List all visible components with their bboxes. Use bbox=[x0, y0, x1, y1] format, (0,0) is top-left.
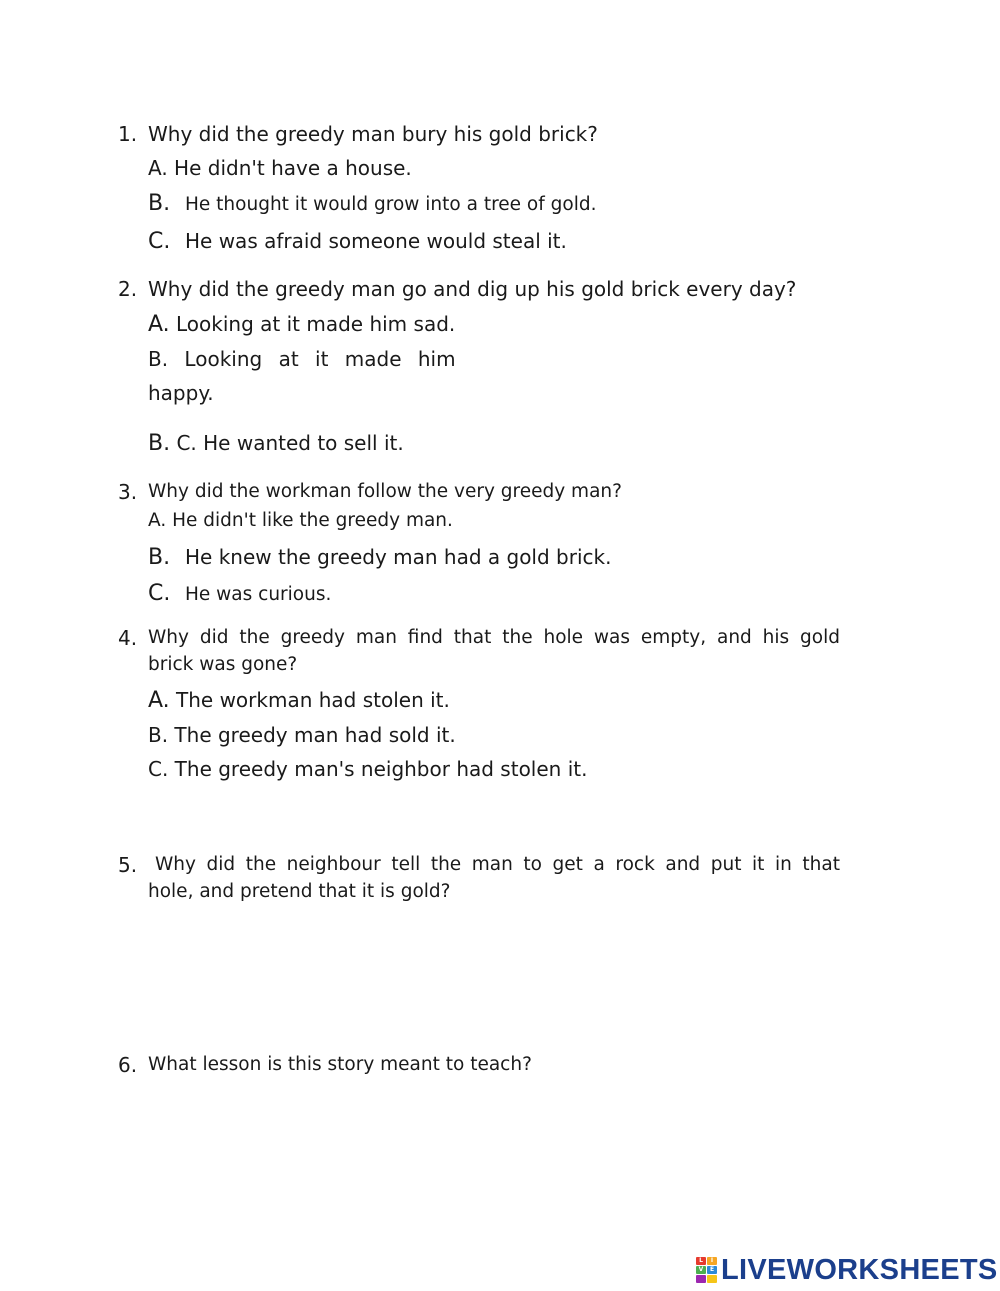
option-letter: B. bbox=[148, 545, 171, 570]
option-letter: A. bbox=[148, 688, 170, 713]
liveworksheets-logo bbox=[696, 1253, 998, 1286]
logo-blocks-icon bbox=[696, 1257, 717, 1283]
option-text: He was curious. bbox=[185, 584, 332, 605]
option-text: The workman had stolen it. bbox=[176, 688, 450, 712]
question-2-option-c[interactable] bbox=[148, 430, 404, 457]
option-text: A. bbox=[148, 156, 168, 180]
logo-text: LIVEWORKSHEETS bbox=[721, 1253, 998, 1286]
question-5-number: 5. bbox=[118, 853, 138, 877]
question-2-number: 2. bbox=[118, 277, 138, 301]
option-letter: C. bbox=[148, 229, 171, 254]
question-4-text-line2: brick was gone? bbox=[148, 654, 298, 675]
logo-block bbox=[707, 1275, 717, 1283]
option-text: Looking at it made him sad. bbox=[176, 312, 456, 336]
question-3-text: Why did the workman follow the very greedy man? bbox=[148, 481, 622, 502]
option-text: B. Looking at it made him bbox=[148, 347, 456, 371]
question-2-option-b[interactable] bbox=[148, 346, 456, 372]
question-1-number: 1. bbox=[118, 122, 138, 146]
question-4-option-c[interactable] bbox=[148, 756, 587, 782]
question-6-text: What lesson is this story meant to teach? bbox=[148, 1054, 532, 1075]
question-3-number: 3. bbox=[118, 480, 138, 504]
question-3-option-c[interactable] bbox=[148, 580, 331, 608]
option-letter: C. bbox=[148, 581, 171, 606]
question-1-option-c[interactable] bbox=[148, 228, 567, 255]
question-2-option-b-continued bbox=[148, 380, 214, 406]
option-text: happy. bbox=[148, 381, 214, 405]
question-4-text-line1: Why did the greedy man find that the hole was empty, and his gold bbox=[148, 627, 840, 648]
question-1-text: Why did the greedy man bury his gold brick? bbox=[148, 122, 598, 146]
option-text: He was afraid someone would steal it. bbox=[185, 229, 567, 253]
option-letter: A. bbox=[148, 312, 170, 337]
logo-block: I bbox=[707, 1257, 717, 1265]
option-text: He thought it would grow into a tree of gold. bbox=[185, 194, 597, 215]
logo-block bbox=[696, 1275, 706, 1283]
question-4-option-a[interactable] bbox=[148, 687, 450, 714]
option-letter: B. bbox=[148, 191, 171, 216]
logo-block: L bbox=[696, 1257, 706, 1265]
question-1-option-a[interactable] bbox=[148, 155, 412, 181]
logo-block: V bbox=[696, 1266, 706, 1274]
question-4-number: 4. bbox=[118, 626, 138, 650]
option-text: He knew the greedy man had a gold brick. bbox=[185, 545, 612, 569]
question-2-text: Why did the greedy man go and dig up his gold brick every day? bbox=[148, 277, 797, 301]
option-text: A. He didn't like the greedy man. bbox=[148, 510, 453, 531]
question-5-text-line2: hole, and pretend that it is gold? bbox=[148, 881, 451, 902]
option-text: C. The greedy man's neighbor had stolen it. bbox=[148, 757, 588, 781]
question-6-number: 6. bbox=[118, 1053, 138, 1077]
option-text: He didn't have a house. bbox=[174, 156, 412, 180]
logo-block: E bbox=[707, 1266, 717, 1274]
question-3-option-b[interactable] bbox=[148, 544, 611, 571]
question-1-option-b[interactable] bbox=[148, 190, 596, 218]
option-text: C. He wanted to sell it. bbox=[176, 431, 404, 455]
option-text: B. The greedy man had sold it. bbox=[148, 723, 456, 747]
question-3-option-a[interactable] bbox=[148, 508, 453, 534]
question-4-option-b[interactable] bbox=[148, 722, 456, 748]
question-5-text-line1: Why did the neighbour tell the man to get a rock and put it in that bbox=[155, 854, 840, 875]
option-letter: B. bbox=[148, 431, 171, 456]
question-2-option-a[interactable] bbox=[148, 311, 455, 338]
